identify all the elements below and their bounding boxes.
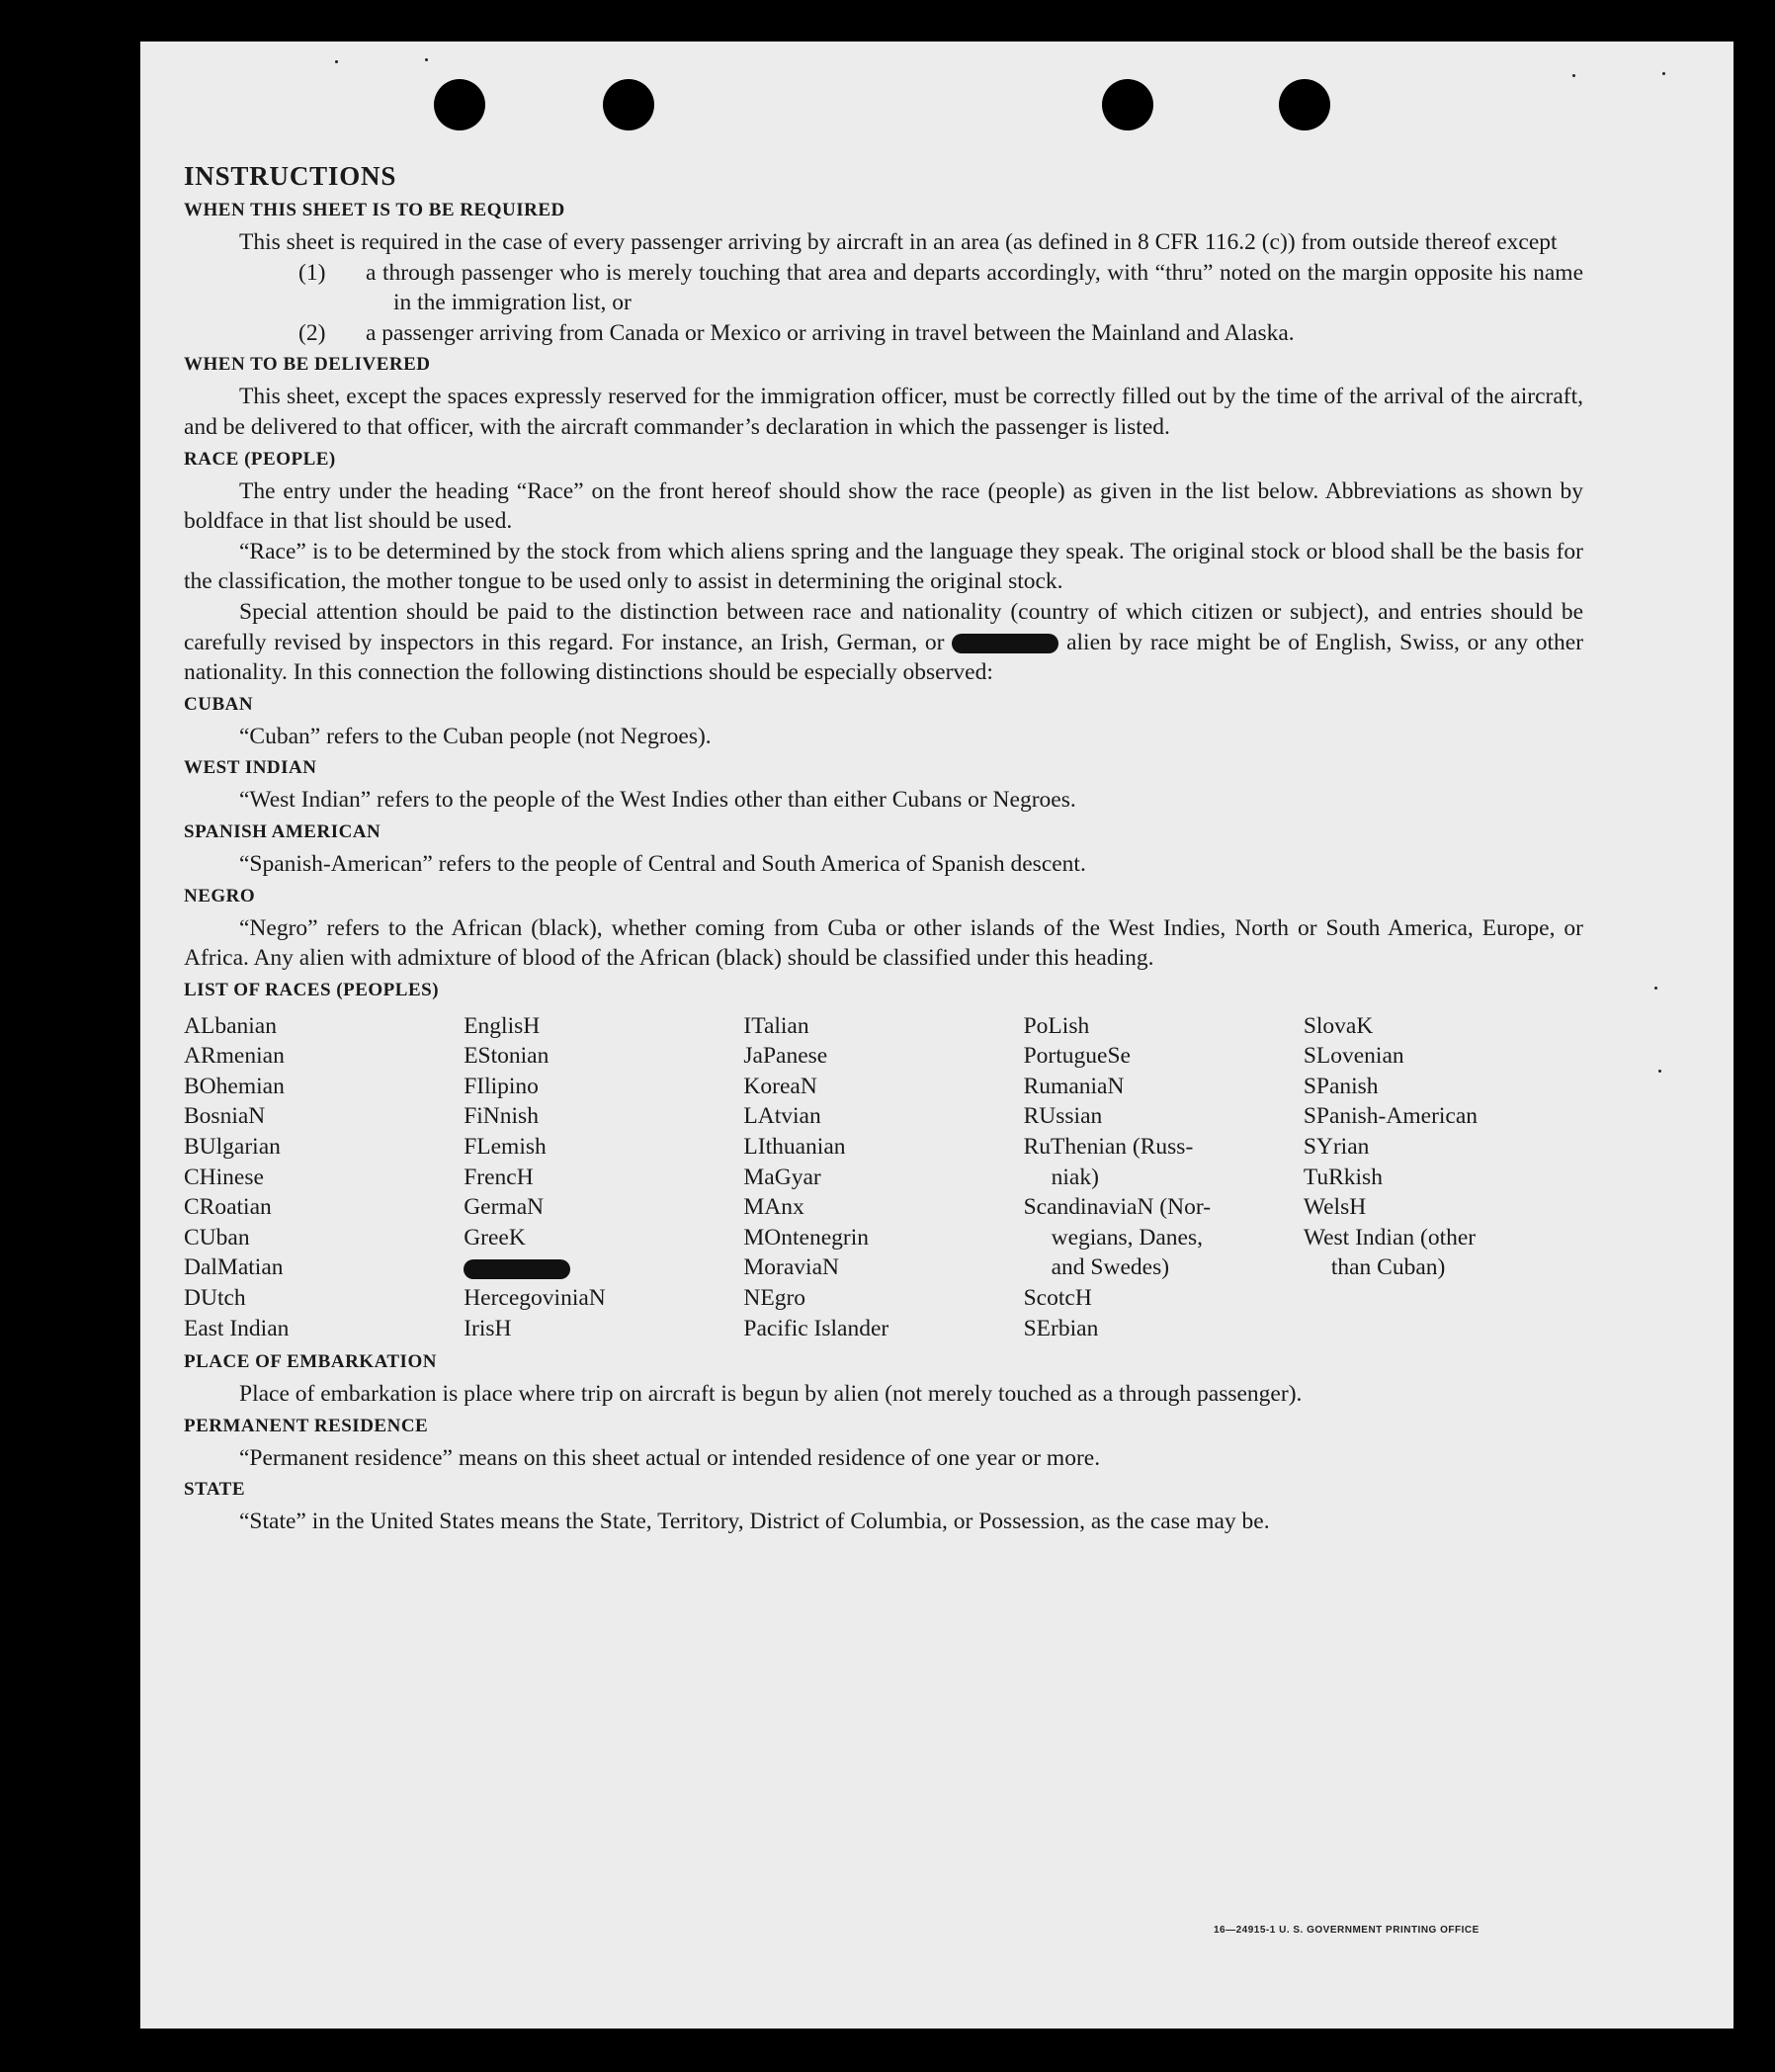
race-entry: ScandinaviaN (Nor- xyxy=(1023,1194,1212,1221)
heading-when-required: WHEN THIS SHEET IS TO BE REQUIRED xyxy=(184,200,565,220)
race-entry: GreeK xyxy=(464,1224,526,1251)
race-entry: PortugueSe xyxy=(1023,1043,1131,1070)
race-entry-continued: wegians, Danes, xyxy=(1051,1224,1203,1251)
race-paragraph-3 xyxy=(184,597,1583,688)
negro-text: “Negro” refers to the African (black), whether coming from Cuba or other islands of the West Indies, North or South America, Europe, or Africa. Any alien with admixture of blood of the African (black) should be classified under this heading. xyxy=(184,914,1583,972)
cuban-text: “Cuban” refers to the Cuban people (not Negroes). xyxy=(239,723,712,749)
race-entry: MOntenegrin xyxy=(743,1224,870,1251)
item-number: (1) xyxy=(298,259,326,286)
race-entry: SLovenian xyxy=(1303,1043,1404,1070)
race-entry: RUssian xyxy=(1023,1103,1103,1130)
race-entry: SPanish xyxy=(1303,1073,1379,1099)
race-column-4 xyxy=(1024,1011,1304,1344)
race-entry: TuRkish xyxy=(1303,1164,1383,1190)
race-entry: KoreaN xyxy=(743,1073,817,1099)
punch-hole xyxy=(434,79,485,130)
race-column-2 xyxy=(464,1011,743,1344)
heading-spanish-american: SPANISH AMERICAN xyxy=(184,820,381,842)
printer-imprint: 16—24915-1 U. S. GOVERNMENT PRINTING OFFICE xyxy=(1214,1925,1479,1936)
punch-hole xyxy=(603,79,654,130)
race-entry: CHinese xyxy=(184,1164,264,1190)
exception-item xyxy=(184,318,1583,349)
race-entry-continued: and Swedes) xyxy=(1051,1254,1170,1281)
race-entry: MAnx xyxy=(743,1194,804,1221)
heading-permanent-residence: PERMANENT RESIDENCE xyxy=(184,1415,429,1436)
race-entry: HercegoviniaN xyxy=(464,1285,606,1312)
race-entry: PoLish xyxy=(1023,1012,1090,1039)
race-entry: Pacific Islander xyxy=(743,1315,889,1341)
race-list xyxy=(184,1011,1583,1344)
race-entry: MoraviaN xyxy=(743,1254,839,1281)
heading-state: STATE xyxy=(184,1479,245,1501)
race-entry-continued: niak) xyxy=(1051,1164,1099,1190)
race-entry-continued: than Cuban) xyxy=(1330,1254,1446,1281)
race-entry: RumaniaN xyxy=(1023,1073,1125,1099)
race-column-5 xyxy=(1304,1011,1583,1344)
redaction-mark xyxy=(952,634,1058,653)
embarkation-text: Place of embarkation is place where trip on aircraft is begun by alien (not merely touched as a through passenger). xyxy=(239,1381,1303,1408)
race-column-1 xyxy=(184,1011,464,1344)
race-entry: ARmenian xyxy=(184,1043,285,1070)
race-entry: BosniaN xyxy=(184,1103,266,1130)
heading-list-of-races: LIST OF RACES (PEOPLES) xyxy=(184,979,440,1000)
spanish-american-text: “Spanish-American” refers to the people of Central and South America of Spanish descent. xyxy=(239,850,1086,877)
punch-hole xyxy=(1279,79,1330,130)
race-entry: LAtvian xyxy=(743,1103,821,1130)
race-paragraph-3b: alien by race might be of English, Swiss, or any other nationality. In this connection the following distinctions should be especially observed: xyxy=(184,629,1584,686)
speck xyxy=(1654,987,1657,990)
race-entry: SlovaK xyxy=(1303,1012,1374,1039)
race-entry: RuThenian (Russ- xyxy=(1023,1134,1194,1161)
state-text: “State” in the United States means the State, Territory, District of Columbia, or Possession, as the case may be. xyxy=(239,1509,1270,1535)
speck xyxy=(425,58,428,61)
heading-west-indian: WEST INDIAN xyxy=(184,757,317,779)
heading-embarkation: PLACE OF EMBARKATION xyxy=(184,1351,437,1373)
speck xyxy=(335,60,338,63)
exception-item xyxy=(184,258,1583,318)
speck xyxy=(1658,1070,1661,1073)
speck xyxy=(1662,72,1665,75)
race-paragraph-2: “Race” is to be determined by the stock from which aliens spring and the language they speak. The original stock or blood shall be the basis for the classification, the mother tongue to be used only to assist in determining the original stock. xyxy=(184,538,1583,595)
race-entry: DalMatian xyxy=(184,1254,284,1281)
race-entry: LIthuanian xyxy=(743,1134,846,1161)
race-entry: WelsH xyxy=(1303,1194,1367,1221)
item-text: a passenger arriving from Canada or Mexico or arriving in travel between the Mainland and Alaska. xyxy=(366,319,1295,346)
heading-negro: NEGRO xyxy=(184,885,256,906)
race-entry: West Indian (other xyxy=(1303,1224,1477,1251)
race-entry: SPanish-American xyxy=(1303,1103,1479,1130)
race-entry: BOhemian xyxy=(184,1073,285,1099)
west-indian-text: “West Indian” refers to the people of the West Indies other than either Cubans or Negroes. xyxy=(239,787,1076,814)
race-entry: SErbian xyxy=(1023,1315,1099,1341)
race-entry: CUban xyxy=(184,1224,250,1251)
race-entry: FrencH xyxy=(464,1164,534,1190)
required-intro: This sheet is required in the case of every passenger arriving by aircraft in an area (as defined in 8 CFR 116.2 (c)) from outside thereof except xyxy=(239,229,1558,255)
race-entry: FIlipino xyxy=(464,1073,539,1099)
race-entry: SYrian xyxy=(1303,1134,1370,1161)
race-entry: CRoatian xyxy=(184,1194,272,1221)
redaction-mark xyxy=(464,1259,570,1279)
punch-hole xyxy=(1102,79,1153,130)
race-entry: DUtch xyxy=(184,1285,246,1312)
race-paragraph-3a: Special attention should be paid to the distinction between race and nationality (country of which citizen or subject), and entries should be carefully revised by inspectors in this regard. For instance, an Irish, German, or xyxy=(184,598,1583,655)
race-entry: FiNnish xyxy=(464,1103,539,1130)
race-entry: EStonian xyxy=(464,1043,549,1070)
race-entry: EnglisH xyxy=(464,1012,541,1039)
page-title: INSTRUCTIONS xyxy=(184,161,397,191)
race-entry: FLemish xyxy=(464,1134,547,1161)
item-text: a through passenger who is merely touching that area and departs accordingly, with “thru” noted on the margin opposite his name in the immigration list, or xyxy=(366,259,1583,316)
race-entry: NEgro xyxy=(743,1285,806,1312)
race-entry: ALbanian xyxy=(184,1012,277,1039)
delivered-text: This sheet, except the spaces expressly reserved for the immigration officer, must be correctly filled out by the time of the arrival of the aircraft, and be delivered to that officer, with the aircraft commander’s declaration in which the passenger is listed. xyxy=(184,384,1583,440)
heading-race: RACE (PEOPLE) xyxy=(184,448,336,470)
speck xyxy=(1572,74,1575,77)
race-entry: MaGyar xyxy=(743,1164,821,1190)
race-entry: BUlgarian xyxy=(184,1134,281,1161)
heading-when-delivered: WHEN TO BE DELIVERED xyxy=(184,354,431,376)
item-number: (2) xyxy=(298,319,326,346)
race-entry: ITalian xyxy=(743,1012,809,1039)
heading-cuban: CUBAN xyxy=(184,693,254,715)
race-entry: East Indian xyxy=(184,1315,290,1341)
race-entry: IrisH xyxy=(464,1315,512,1341)
race-entry: JaPanese xyxy=(743,1043,828,1070)
race-paragraph-1: The entry under the heading “Race” on the front hereof should show the race (people) as given in the list below. Abbreviations as shown by boldface in that list should be used. xyxy=(184,477,1583,535)
race-entry: GermaN xyxy=(464,1194,545,1221)
race-column-3 xyxy=(743,1011,1023,1344)
instructions-text xyxy=(184,158,1583,1537)
race-entry-redacted xyxy=(464,1252,743,1283)
residence-text: “Permanent residence” means on this sheet actual or intended residence of one year or more. xyxy=(239,1444,1101,1471)
race-entry: ScotcH xyxy=(1023,1285,1092,1312)
